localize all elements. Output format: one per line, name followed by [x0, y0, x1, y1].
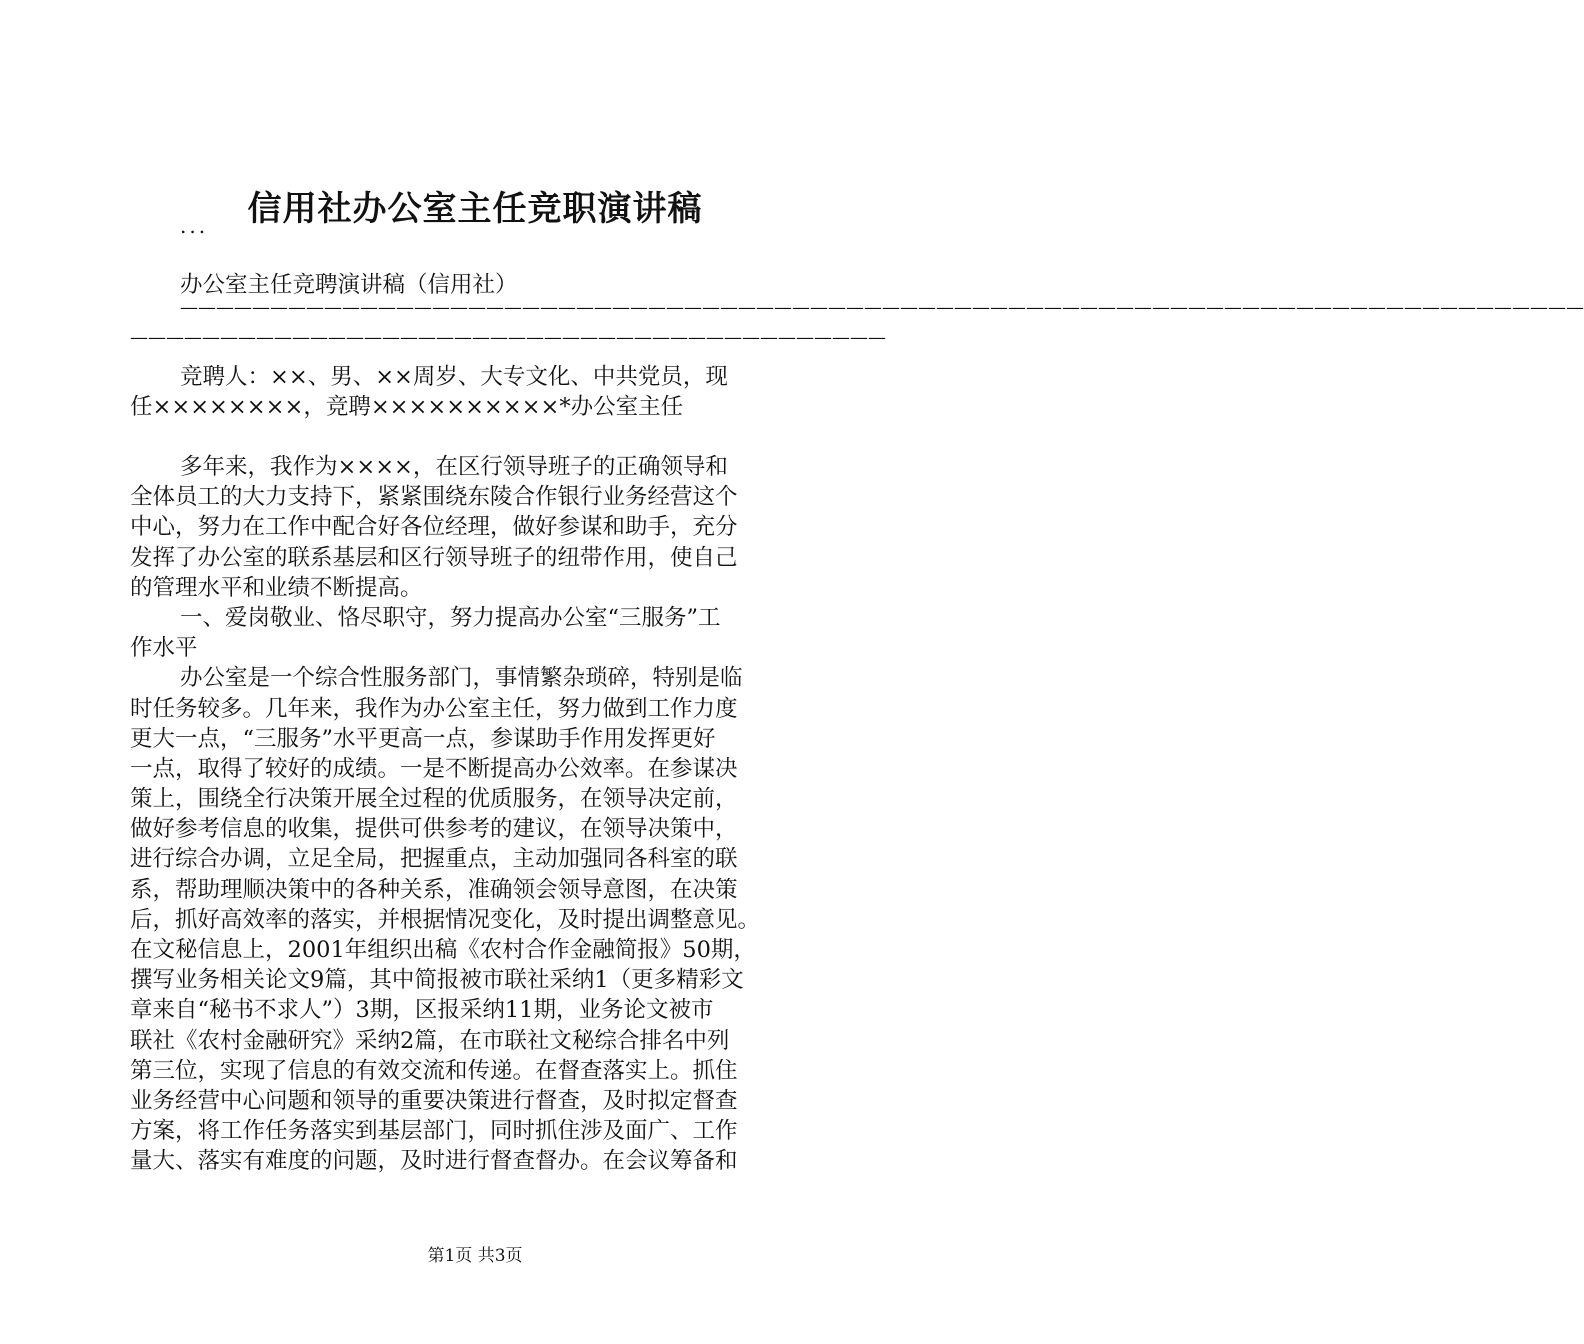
separator-rule-2: —————————————————————————————————————————— — [130, 327, 886, 348]
text-line: 策上，围绕全行决策开展全过程的优质服务，在领导决定前， — [130, 786, 738, 813]
text-line: 做好参考信息的收集，提供可供参考的建议，在领导决策中， — [130, 816, 738, 843]
document-title: 信用社办公室主任竞职演讲稿 — [247, 189, 703, 229]
section-heading-line: 作水平 — [130, 635, 198, 662]
text-line: 办公室是一个综合性服务部门，事情繁杂琐碎，特别是临 — [180, 665, 743, 692]
candidate-info — [130, 362, 830, 422]
section-heading-line: 一、爱岗敬业、恪尽职守，努力提高办公室“三服务”工 — [180, 604, 721, 631]
text-line: 中心，努力在工作中配合好各位经理，做好参谋和助手，充分 — [130, 514, 738, 541]
text-line: 业务经营中心问题和领导的重要决策进行督查，及时拟定督查 — [130, 1087, 738, 1114]
text-line: 系，帮助理顺决策中的各种关系，准确领会领导意图，在决策 — [130, 876, 738, 903]
text-line: 第三位，实现了信息的有效交流和传递。在督查落实上。抓住 — [130, 1057, 738, 1084]
text-line: 竞聘人：××、男、××周岁、大专文化、中共党员，现 — [180, 364, 728, 390]
text-line: 时任务较多。几年来，我作为办公室主任，努力做到工作力度 — [130, 695, 738, 722]
text-line: 的管理水平和业绩不断提高。 — [130, 574, 423, 601]
text-line: 后，抓好高效率的落实，并根据情况变化，及时提出调整意见。 — [130, 906, 761, 933]
text-line: 在文秘信息上，2001年组织出稿《农村合作金融简报》50期， — [130, 937, 756, 963]
text-line: 发挥了办公室的联系基层和区行领导班子的纽带作用，使自己 — [130, 544, 738, 571]
ellipsis-mark: ... — [180, 214, 209, 238]
text-line: 全体员工的大力支持下，紧紧围绕东陵合作银行业务经营这个 — [130, 484, 738, 511]
page-number: 第1页 共3页 — [427, 1246, 523, 1266]
intro-paragraph — [130, 452, 830, 1177]
document-subtitle: 办公室主任竞聘演讲稿（信用社） — [180, 272, 518, 298]
text-line: 章来自“秘书不求人”）3期，区报采纳11期，业务论文被市 — [130, 997, 714, 1024]
text-line: 进行综合办调，立足全局，把握重点，主动加强同各科室的联 — [130, 846, 738, 873]
separator-rule-1: —————————————————————————————————————————————————————————————————————————————— — [180, 297, 1584, 318]
text-line: 量大、落实有难度的问题，及时进行督查督办。在会议筹备和 — [130, 1148, 738, 1175]
text-line: 一点，取得了较好的成绩。一是不断提高办公效率。在参谋决 — [130, 755, 738, 782]
text-line: 更大一点，“三服务”水平更高一点，参谋助手作用发挥更好 — [130, 725, 716, 752]
text-line: 多年来，我作为××××，在区行领导班子的正确领导和 — [180, 454, 728, 480]
text-line: 任××××××××，竞聘××××××××××*办公室主任 — [130, 394, 684, 421]
text-line: 方案，将工作任务落实到基层部门，同时抓住涉及面广、工作 — [130, 1118, 738, 1145]
text-line: 联社《农村金融研究》采纳2篇，在市联社文秘综合排名中列 — [130, 1027, 730, 1054]
text-line: 撰写业务相关论文9篇，其中简报被市联社采纳1（更多精彩文 — [130, 967, 744, 994]
